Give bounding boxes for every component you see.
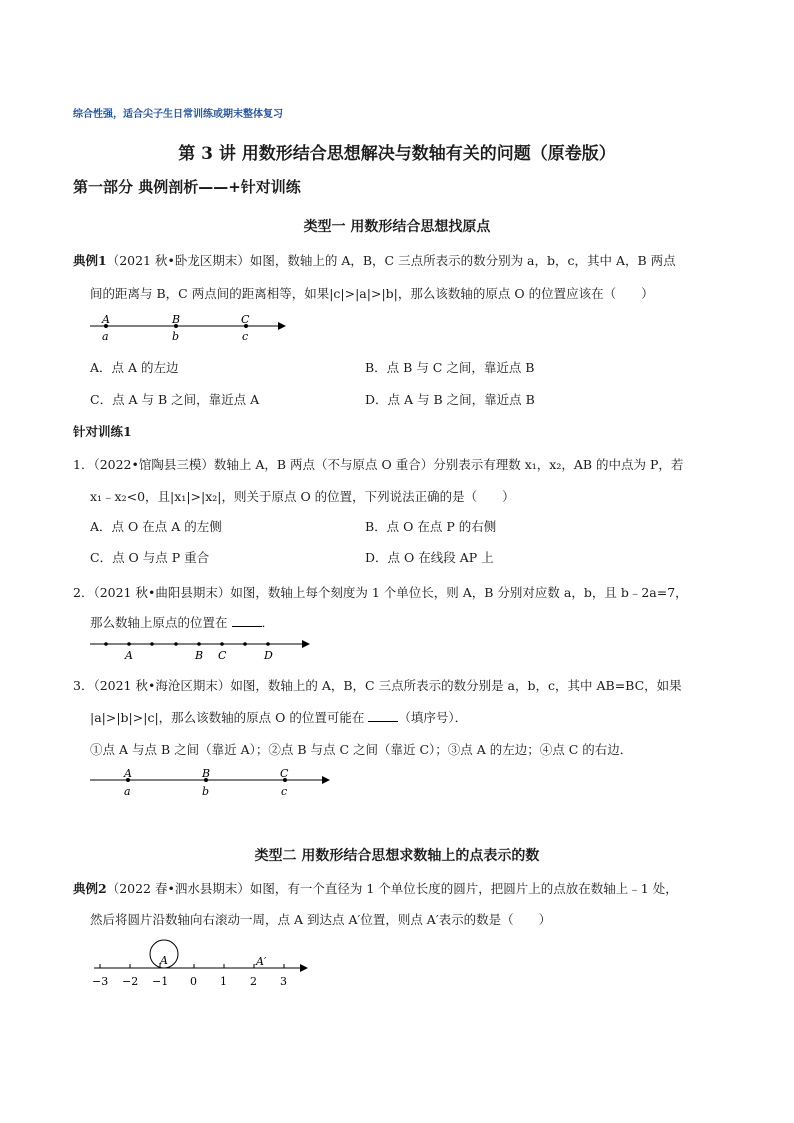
example1-number-line — [90, 312, 290, 348]
point-b-label: B — [172, 313, 181, 326]
value-a-label: a — [124, 785, 131, 798]
axis-arrow — [300, 964, 308, 972]
tick-dot — [266, 642, 270, 646]
part-heading: 第一部分 典例剖析——+针对训练 — [73, 178, 301, 196]
q1-option-a: A．点 O 在点 A 的左侧 — [90, 519, 222, 534]
q2-text: 那么数轴上原点的位置在 — [90, 615, 228, 630]
example2-line1 — [73, 879, 678, 897]
tick-label-0: 0 — [190, 975, 197, 988]
tick-dot — [104, 642, 108, 646]
q1-line2: x₁﹣x₂<0，且|x₁|>|x₂|，则关于原点 O 的位置，下列说法正确的是（ ） — [90, 489, 515, 504]
q2-line1: 2．（2021 秋•曲阳县期末）如图，数轴上每个刻度为 1 个单位长，则 A，B 分别对应数 a，b，且 b﹣2a=7， — [73, 585, 688, 600]
point-b-label: B — [195, 649, 204, 662]
tick-dot — [197, 642, 201, 646]
example1-line1 — [73, 251, 676, 269]
tick-label-neg2: −2 — [122, 975, 139, 988]
value-c-label: c — [242, 330, 249, 343]
axis-arrow — [322, 776, 330, 784]
type1-heading: 类型一 用数形结合思想找原点 — [303, 219, 491, 235]
example2-label: 典例2 — [73, 881, 107, 896]
tick-dot — [220, 642, 224, 646]
point-a-prime-label: A′ — [256, 955, 267, 968]
q3-line1: 3．（2021 秋•海沧区期末）如图，数轴上的 A，B，C 三点所表示的数分别是 a，b，c，其中 AB=BC，如果 — [73, 678, 682, 693]
q3-line2 — [90, 708, 467, 726]
point-a-label: A — [160, 954, 168, 967]
point-a-label: A — [124, 767, 132, 780]
q1-option-d: D．点 O 在线段 AP 上 — [365, 550, 494, 565]
example2-line2: 然后将圆片沿数轴向右滚动一周，点 A 到达点 A′位置，则点 A′表示的数是（ ） — [90, 912, 552, 927]
axis-arrow — [278, 322, 286, 330]
value-b-label: b — [172, 330, 180, 343]
tick-dot — [127, 642, 131, 646]
point-c-label: C — [280, 767, 289, 780]
q3-number-line — [90, 766, 330, 800]
q3-line3: ①点 A 与点 B 之间（靠近 A）；②点 B 与点 C 之间（靠近 C）；③点 A 的左边；④点 C 的右边． — [90, 742, 633, 757]
type2-heading: 类型二 用数形结合思想求数轴上的点表示的数 — [254, 848, 540, 864]
q1-option-c: C．点 O 与点 P 重合 — [90, 550, 210, 565]
tagline: 综合性强，适合尖子生日常训练或期末整体复习 — [73, 109, 283, 120]
tick-label-3: 3 — [280, 975, 287, 988]
point-c-label: C — [241, 313, 250, 326]
value-c-label: c — [281, 785, 288, 798]
example1-option-b: B．点 B 与 C 之间，靠近点 B — [365, 360, 535, 375]
point-a-label: A — [125, 649, 133, 662]
point-d-label: D — [264, 649, 273, 662]
point-a-label: A — [102, 313, 110, 326]
tick-label-2: 2 — [250, 975, 257, 988]
q1-line1: 1．（2022•馆陶县三模）数轴上 A，B 两点（不与原点 O 重合）分别表示有理数 x₁，x₂，AB 的中点为 P，若 — [73, 457, 684, 472]
example1-text1: （2021 秋•卧龙区期末）如图，数轴上的 A，B，C 三点所表示的数分别为 a，b，c，其中 A，B 两点 — [106, 253, 676, 268]
example1-option-c: C．点 A 与 B 之间，靠近点 A — [90, 392, 260, 407]
q3-text: |a|>|b|>|c|，那么该数轴的原点 O 的位置可能在 — [90, 710, 365, 725]
example1-option-a: A．点 A 的左边 — [90, 360, 179, 375]
tick-label-neg1: −1 — [152, 975, 169, 988]
value-a-label: a — [102, 330, 109, 343]
q1-option-b: B．点 O 在点 P 的右侧 — [365, 519, 497, 534]
axis-arrow — [302, 640, 310, 648]
tick-label-neg3: −3 — [92, 975, 109, 988]
tick-dot — [174, 642, 178, 646]
example1-label: 典例1 — [73, 253, 107, 268]
point-c-label: C — [218, 649, 227, 662]
tick-dot — [150, 642, 154, 646]
q2-line2 — [90, 613, 274, 631]
q2-number-line — [90, 634, 320, 664]
q2-answer-blank[interactable] — [232, 615, 262, 627]
q2-text-end: ． — [261, 615, 275, 630]
value-b-label: b — [202, 785, 210, 798]
q3-answer-blank[interactable] — [368, 710, 398, 722]
example1-line2: 间的距离与 B，C 两点间的距离相等，如果|c|>|a|>|b|，那么该数轴的原点 O 的位置应该在（ ） — [90, 286, 654, 301]
tick-dot — [243, 642, 247, 646]
q3-text-end: （填序号）． — [398, 710, 468, 725]
example1-option-d: D．点 A 与 B 之间，靠近点 B — [365, 392, 535, 407]
tick-label-1: 1 — [220, 975, 227, 988]
page-title: 第 3 讲 用数形结合思想解决与数轴有关的问题（原卷版） — [178, 144, 616, 164]
drill-heading: 针对训练1 — [73, 424, 132, 439]
example2-number-line — [90, 938, 320, 994]
example2-text1: （2022 春•泗水县期末）如图，有一个直径为 1 个单位长度的圆片，把圆片上的点放在数轴上﹣1 处， — [106, 881, 678, 896]
point-b-label: B — [202, 767, 211, 780]
